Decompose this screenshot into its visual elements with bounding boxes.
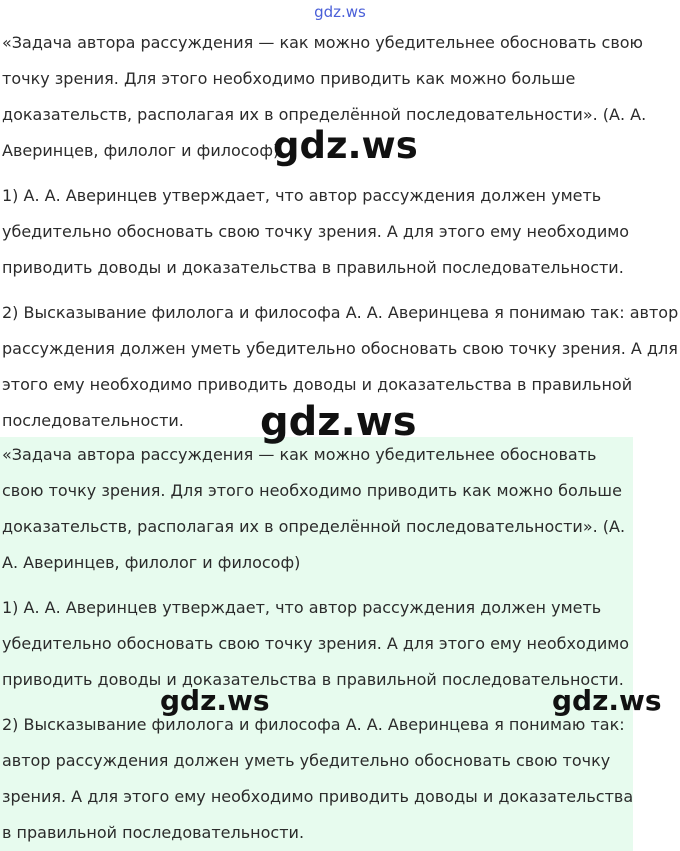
- highlighted-quote-paragraph: [2, 437, 625, 581]
- highlighted-answer-point-1: [2, 590, 629, 698]
- watermark-top: gdz.ws: [314, 3, 366, 21]
- text-line: приводить доводы и доказательства в правильной последовательности.: [2, 258, 624, 277]
- text-line: рассуждения должен уметь убедительно обосновать свою точку зрения. А для: [2, 339, 678, 358]
- text-line: точку зрения. Для этого необходимо приводить как можно больше: [2, 69, 576, 88]
- watermark: gdz.ws: [273, 124, 418, 167]
- watermark: gdz.ws: [160, 684, 270, 717]
- text-line: А. Аверинцев, филолог и философ): [2, 553, 301, 572]
- text-line: этого ему необходимо приводить доводы и доказательства в правильной: [2, 375, 633, 394]
- watermark: gdz.ws: [260, 399, 417, 445]
- text-line: «Задача автора рассуждения — как можно убедительнее обосновать: [2, 445, 597, 464]
- text-line: зрения. А для этого ему необходимо приводить доводы и доказательства: [2, 787, 634, 806]
- text-line: в правильной последовательности.: [2, 823, 305, 842]
- text-line: автор рассуждения должен уметь убедительно обосновать свою точку: [2, 751, 611, 770]
- text-line: доказательств, располагая их в определённой последовательности». (А.: [2, 517, 626, 536]
- answer-point-1: [2, 178, 629, 286]
- watermark: gdz.ws: [552, 684, 662, 717]
- text-line: «Задача автора рассуждения — как можно убедительнее обосновать свою: [2, 33, 644, 52]
- text-line: 2) Высказывание филолога и философа А. А. Аверинцева я понимаю так: автор: [2, 303, 679, 322]
- text-line: 2) Высказывание филолога и философа А. А. Аверинцева я понимаю так:: [2, 715, 625, 734]
- text-line: свою точку зрения. Для этого необходимо приводить как можно больше: [2, 481, 622, 500]
- text-line: доказательств, располагая их в определённой последовательности». (А. А.: [2, 105, 647, 124]
- text-line: убедительно обосновать свою точку зрения. А для этого ему необходимо: [2, 222, 630, 241]
- highlighted-answer-point-2: [2, 707, 633, 851]
- text-line: приводить доводы и доказательства в правильной последовательности.: [2, 670, 624, 689]
- text-line: Аверинцев, филолог и философ): [2, 141, 280, 160]
- text-line: убедительно обосновать свою точку зрения. А для этого ему необходимо: [2, 634, 630, 653]
- text-line: 1) А. А. Аверинцев утверждает, что автор рассуждения должен уметь: [2, 186, 602, 205]
- text-line: 1) А. А. Аверинцев утверждает, что автор рассуждения должен уметь: [2, 598, 602, 617]
- text-line: последовательности.: [2, 411, 184, 430]
